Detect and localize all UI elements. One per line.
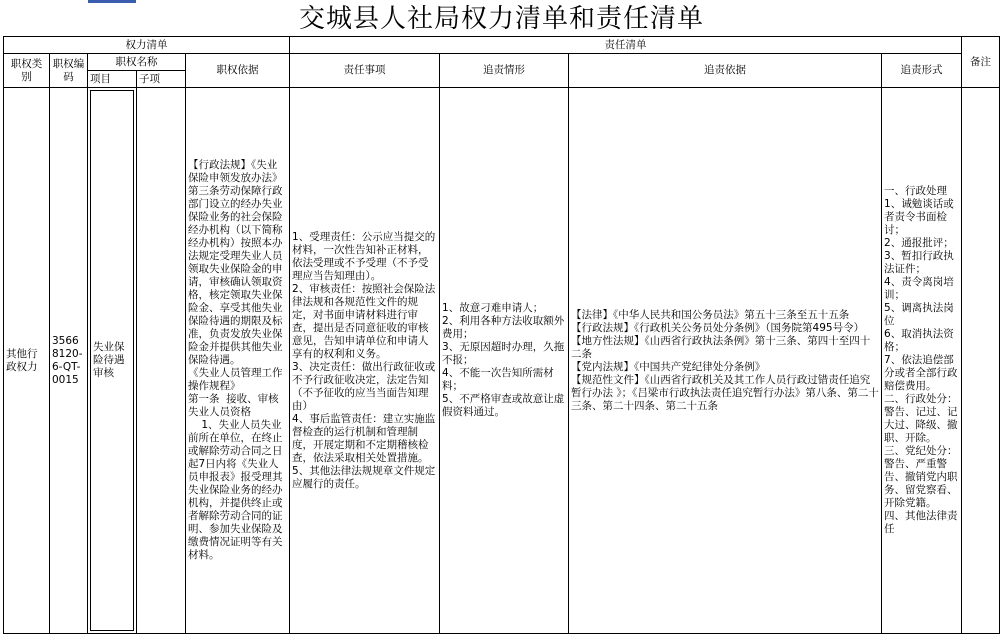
cell-power-basis[interactable]: 【行政法规】《失业保险申领发放办法》 第三条劳动保障行政部门设立的经办失业保险业务的社会保险经办机构（以下简称经办机构）按照本办法规定受理失业人员领取失业保险金的申请，审核确认领取资格，核定领取失业保险金、享受其他失业保险待遇的期限及标准，负责发放失业保险金并提供其他失业保险待遇。 《失业人员管理工作操作规程》 第一条 接收、审核失业人员资格 1、失业人员失业前所在单位，在终止或解除劳动合同之日起7日内将《失业人员申报表》报受理其失业保险业务的经办机构，并提供终止或者解除劳动合同的证明、参加失业保险及缴费情况证明等有关材料。 bbox=[186, 88, 290, 634]
cell-accountability-forms[interactable]: 一、行政处理 1、诫勉谈话或者责令书面检讨； 2、通报批评； 3、暂扣行政执法证件； 4、责令离岗培训； 5、调离执法岗位 6、取消执法资格； 7、依法追偿部分或者全部行政赔偿费用。 二、行政处分：警告、记过、记大过、降级、撤职、开除。 三、党纪处分：警告、严重警告、撤销党内职务、留党察看、开除党籍。 四、其他法律责任 bbox=[882, 88, 962, 634]
power-responsibility-table bbox=[3, 36, 1000, 634]
header-power-name: 职权名称 bbox=[88, 54, 186, 71]
cell-accountability-basis[interactable]: 【法律】《中华人民共和国公务员法》第五十三条至五十五条 【行政法规】《行政机关公务员处分条例》（国务院第495号令） 【地方性法规】《山西省行政执法条例》第十三条、第四十至四十二条 【党内法规】《中国共产党纪律处分条例》 【规范性文件】《山西省行政机关及其工作人员行政过错责任追究暂行办法 》；《吕梁市行政执法责任追究暂行办法》第八条、第二十三条、第二十四条、第二十五条 bbox=[569, 88, 882, 634]
header-power-list: 权力清单 bbox=[4, 37, 290, 54]
selected-cell-border bbox=[90, 90, 134, 631]
page-title: 交城县人社局权力清单和责任清单 bbox=[298, 4, 704, 34]
header-power-basis: 职权依据 bbox=[186, 54, 290, 88]
header-accountability-forms: 追责形式 bbox=[882, 54, 962, 88]
table-row bbox=[4, 88, 1000, 634]
cell-item[interactable] bbox=[88, 88, 137, 634]
cell-accountability-cases[interactable]: 1、故意刁难申请人； 2、利用各种方法收取额外费用； 3、无原因超时办理，久拖不报； 4、不能一次告知所需材料； 5、不严格审查或故意让虚假资料通过。 bbox=[440, 88, 569, 634]
header-responsibility-items: 责任事项 bbox=[290, 54, 440, 88]
header-responsibility-list: 责任清单 bbox=[290, 37, 962, 54]
header-power-code: 职权编码 bbox=[50, 54, 88, 88]
header-sub-item: 子项 bbox=[137, 71, 186, 88]
header-remarks: 备注 bbox=[962, 37, 1000, 88]
header-item: 项目 bbox=[88, 71, 137, 88]
header-accountability-cases: 追责情形 bbox=[440, 54, 569, 88]
cell-sub-item[interactable] bbox=[137, 88, 186, 634]
header-power-type: 职权类别 bbox=[4, 54, 50, 88]
cell-item-text: 失业保险待遇审核 bbox=[93, 341, 125, 379]
cell-remarks[interactable] bbox=[962, 88, 1000, 634]
header-accountability-basis: 追责依据 bbox=[569, 54, 882, 88]
cell-power-code[interactable]: 35668120-6-QT-0015 bbox=[50, 88, 88, 634]
cell-responsibility-items[interactable]: 1、受理责任：公示应当提交的材料，一次性告知补正材料，依法受理或不予受理（不予受理应当告知理由）。 2、审核责任：按照社会保险法律法规和各规范性文件的规定，对书面申请材料进行审查，提出是否同意征收的审核意见，告知申请单位和申请人享有的权利和义务。 3、决定责任：做出行政征收或不予行政征收决定，法定告知（不予征收的应当当面告知理由） 4、事后监管责任：建立实施监督检查的运行机制和管理制度，开展定期和不定期稽核检查，依法采取相关处置措施。 5、其他法律法规规章文件规定应履行的责任。 bbox=[290, 88, 440, 634]
cell-power-type[interactable]: 其他行政权力 bbox=[4, 88, 50, 634]
